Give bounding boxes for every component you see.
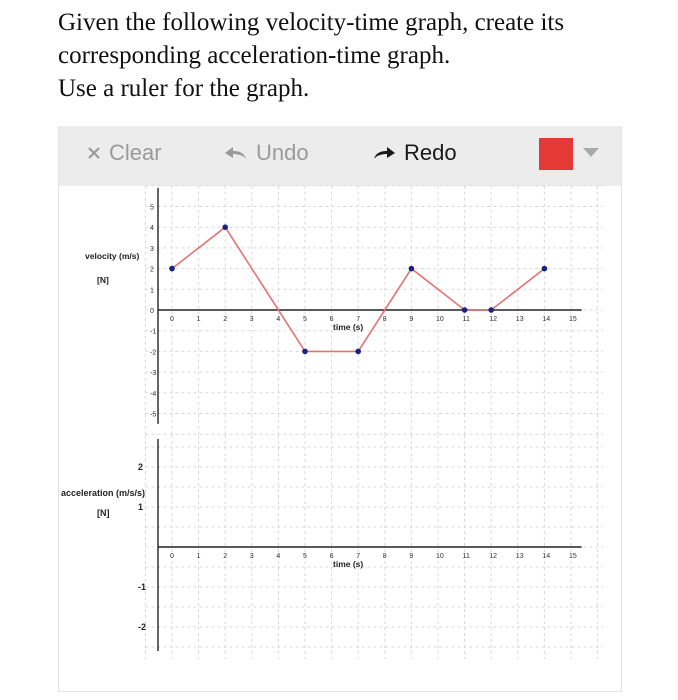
y-tick-label: 2 bbox=[150, 266, 154, 274]
question-line-2: corresponding acceleration-time graph. bbox=[58, 42, 451, 69]
y-tick-label: -1 bbox=[138, 582, 147, 592]
velocity-point bbox=[542, 266, 548, 272]
x-tick-label: 5 bbox=[303, 316, 307, 323]
graph-drawing-panel bbox=[58, 126, 622, 692]
x-tick-label: 14 bbox=[542, 553, 551, 560]
x-tick-label: 2 bbox=[223, 316, 228, 323]
velocity-axis-sublabel: [N] bbox=[97, 275, 109, 285]
y-tick-label: -2 bbox=[150, 349, 157, 357]
x-tick-label: 3 bbox=[249, 316, 254, 323]
x-tick-label: 12 bbox=[489, 553, 497, 560]
y-tick-label: -5 bbox=[150, 411, 157, 419]
velocity-point bbox=[488, 307, 494, 313]
x-tick-label: 4 bbox=[276, 553, 281, 560]
y-tick-label: -1 bbox=[150, 328, 157, 336]
y-tick-label: 3 bbox=[150, 245, 154, 253]
x-tick-label: 11 bbox=[462, 316, 470, 323]
x-tick-label: 13 bbox=[515, 316, 524, 323]
graph-area[interactable] bbox=[59, 126, 621, 691]
x-tick-label: 14 bbox=[542, 316, 551, 323]
x-tick-label: 8 bbox=[382, 316, 387, 323]
x-tick-label: 7 bbox=[356, 316, 361, 323]
velocity-axis-label: velocity (m/s) bbox=[85, 251, 140, 261]
velocity-time-label: time (s) bbox=[333, 322, 364, 332]
question-line-3: Use a ruler for the graph. bbox=[58, 75, 310, 102]
x-tick-label: 9 bbox=[409, 553, 414, 560]
x-tick-label: 10 bbox=[436, 553, 444, 560]
x-tick-label: 4 bbox=[276, 316, 281, 323]
undo-label: Undo bbox=[256, 140, 309, 165]
x-tick-label: 9 bbox=[409, 316, 414, 323]
y-tick-label: 5 bbox=[150, 204, 154, 212]
x-tick-label: 3 bbox=[249, 553, 254, 560]
velocity-point bbox=[409, 266, 415, 272]
velocity-point bbox=[222, 224, 228, 230]
x-tick-label: 1 bbox=[196, 553, 201, 560]
velocity-point bbox=[302, 349, 308, 355]
x-tick-label: 2 bbox=[223, 553, 228, 560]
x-tick-label: 1 bbox=[196, 316, 201, 323]
x-tick-label: 10 bbox=[436, 316, 444, 323]
y-tick-label: -2 bbox=[138, 622, 147, 632]
acceleration-axis-sublabel: [N] bbox=[97, 508, 110, 518]
x-tick-label: 6 bbox=[329, 553, 334, 560]
question-line-1: Given the following velocity-time graph, create its bbox=[58, 9, 565, 36]
velocity-point bbox=[462, 307, 468, 313]
y-tick-label: 1 bbox=[138, 502, 144, 512]
y-tick-label: 2 bbox=[138, 462, 144, 472]
y-tick-label: 0 bbox=[150, 308, 154, 315]
x-tick-label: 5 bbox=[303, 553, 307, 560]
question-text bbox=[58, 6, 658, 105]
acceleration-axis-label: acceleration (m/s/s) bbox=[61, 488, 146, 498]
y-tick-label: -3 bbox=[150, 370, 157, 378]
x-tick-label: 12 bbox=[489, 316, 497, 323]
x-tick-label: 8 bbox=[382, 553, 387, 560]
velocity-point bbox=[355, 349, 361, 355]
x-tick-label: 0 bbox=[170, 553, 174, 560]
x-tick-label: 15 bbox=[569, 316, 577, 323]
y-tick-label: -4 bbox=[150, 390, 157, 398]
clear-label: Clear bbox=[109, 140, 162, 165]
velocity-point bbox=[169, 266, 175, 272]
x-tick-label: 6 bbox=[329, 316, 334, 323]
x-tick-label: 0 bbox=[170, 316, 174, 323]
acceleration-time-label: time (s) bbox=[333, 559, 364, 569]
x-tick-label: 13 bbox=[515, 553, 524, 560]
x-tick-label: 15 bbox=[569, 553, 577, 560]
y-tick-label: 4 bbox=[150, 225, 154, 233]
redo-label: Redo bbox=[404, 140, 457, 165]
y-tick-label: 1 bbox=[150, 287, 154, 295]
x-tick-label: 11 bbox=[462, 553, 470, 560]
x-tick-label: 7 bbox=[356, 553, 361, 560]
